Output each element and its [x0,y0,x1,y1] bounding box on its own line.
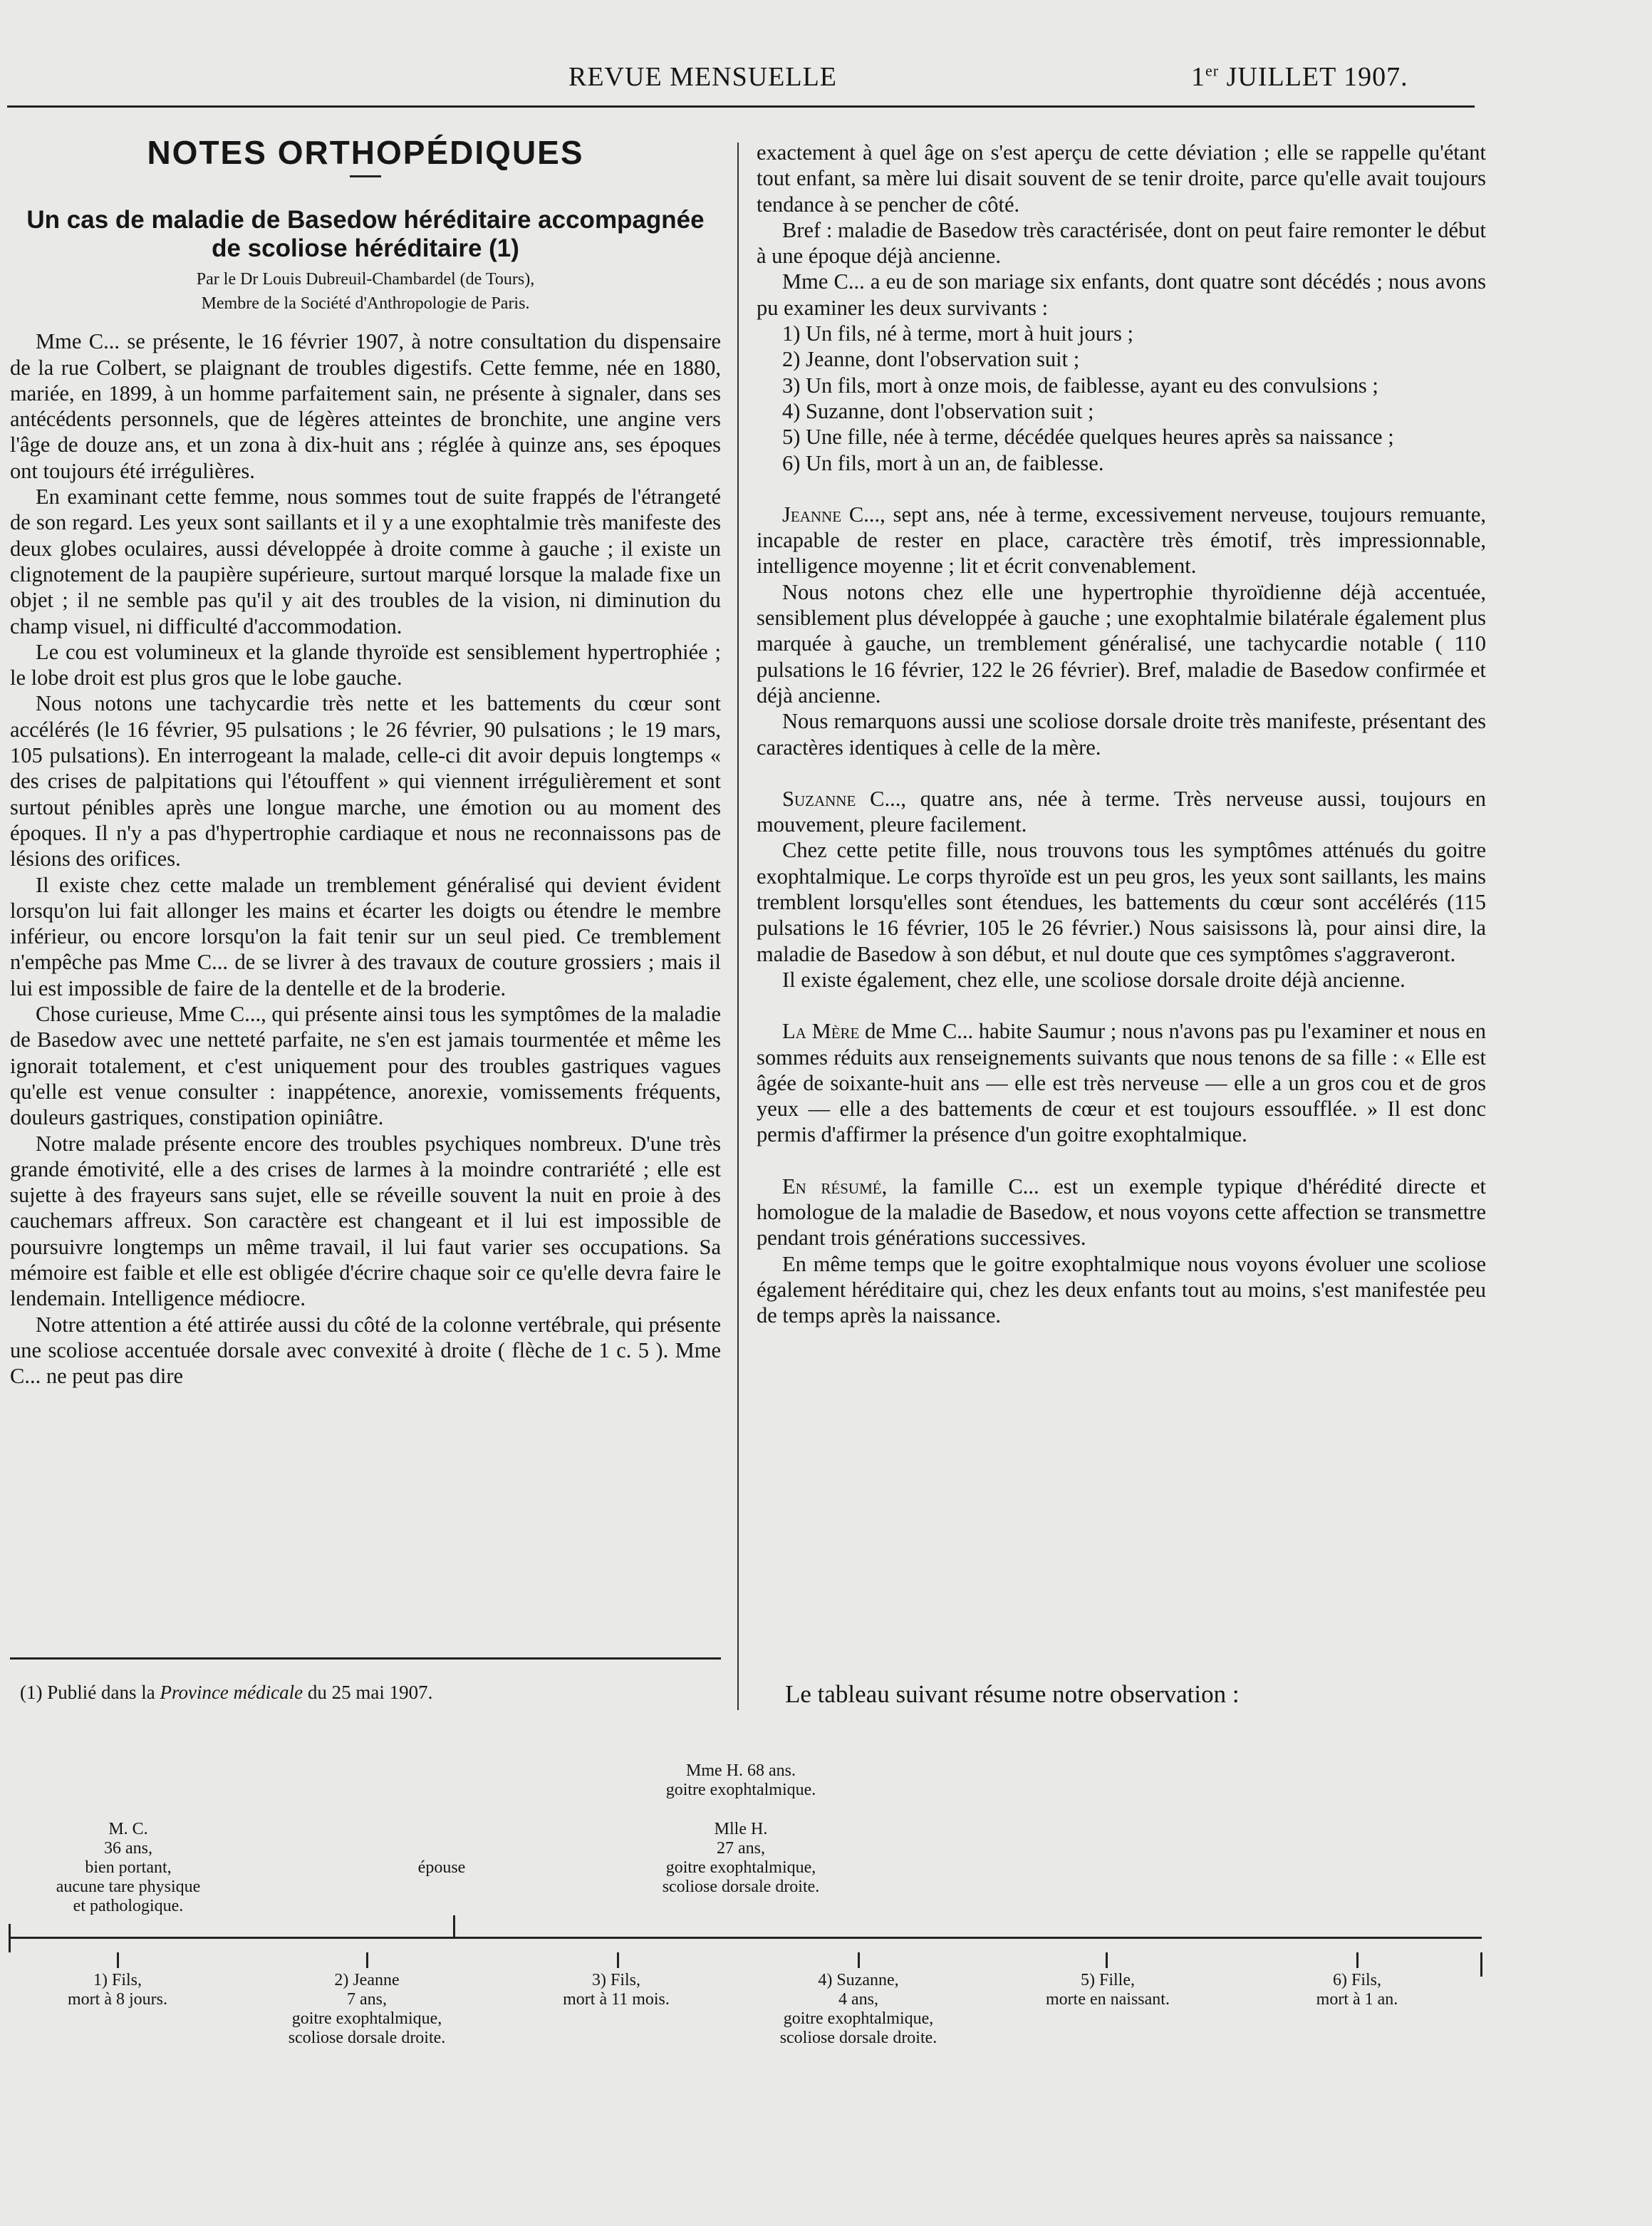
child-5: 5) Fille, morte en naissant. [1046,1971,1170,2009]
footnote: (1) Publié dans la Province médicale du 25 mai 1907. [20,1682,433,1703]
paragraph: Il existe chez cette malade un tremblement généralisé qui devient évident lorsqu'on lui fait allonger les mains et écarter les doigts ou étendre le membre inférieur, ou encore lorsqu'on la fait tenir sur un seul pied. Ce tremblement n'empêche pas Mme C... de se livrer à des travaux de couture grossiers ; mais il lui est impossible de faire de la dentelle et de la broderie. [10,872,721,1000]
tick [858,1952,860,1968]
epouse-label: épouse [417,1858,466,1877]
paragraph: En même temps que le goitre exophtalmique nous voyons évoluer une scoliose également héréditaire qui, chez les deux enfants tout au moins, s'est manifestée peu de temps après la naissance. [757,1251,1486,1328]
tick [366,1952,368,1968]
paragraph-resume: En résumé, la famille C... est un exemple typique d'hérédité directe et homologue de la maladie de Basedow, et nous voyons cette affection se transmettre pendant trois générations successives. [757,1174,1486,1251]
paragraph: Chez cette petite fille, nous trouvons tous les symptômes atténués du goitre exophtalmique. Le corps thyroïde est un peu gros, les yeux sont saillants, les mains tremblent lorsqu'elles sont étendues, les battements du cœur sont accélérés (115 pulsations le 16 février, 105 le 26 février.) Nous saisissons là, pour ainsi dire, la maladie de Basedow à son début, et nul doute que ces symptômes s'aggraveront. [757,838,1486,966]
tick [1480,1952,1482,1977]
paragraph: Mme C... a eu de son mariage six enfants, dont quatre sont décédés ; nous avons pu examiner les deux survivants : [757,269,1486,320]
paragraph: Nous remarquons aussi une scoliose dorsale droite très manifeste, présentant des caractères identiques à celle de la mère. [757,709,1486,760]
paragraph: Notre attention a été attirée aussi du côté de la colonne vertébrale, qui présente une scoliose accentuée dorsale avec convexité à droite ( flèche de 1 c. 5 ). Mme C... ne peut pas dire [10,1312,721,1389]
page-header [0,56,1652,100]
father-entry: M. C. 36 ans, bien portant, aucune tare physique et pathologique. [56,1820,201,1915]
footnote-rule [10,1657,721,1660]
tick [117,1952,119,1968]
paragraph-suzanne: Suzanne C..., quatre ans, née à terme. Très nerveuse aussi, toujours en mouvement, pleure facilement. [757,786,1486,837]
author: Par le Dr Louis Dubreuil-Chambardel (de Tours), [196,270,535,289]
tick [617,1952,619,1968]
list-item: 5) Une fille, née à terme, décédée quelques heures après sa naissance ; [782,425,1394,450]
list-item: 2) Jeanne, dont l'observation suit ; [782,347,1080,372]
tick [1356,1952,1359,1968]
paragraph: En examinant cette femme, nous sommes tout de suite frappés de l'étrangeté de son regard. Les yeux sont saillants et il y a une exophtalmie très manifeste des deux globes oculaires, aussi développée à droite comme à gauche ; il existe un clignotement de la paupière supérieure, surtout marqué lorsque la malade fixe un objet ; il ne semble pas qu'il y ait des troubles de la vision, ni diminution du champ visuel, ni difficulté d'accommodation. [10,485,721,638]
jeanne-name: Jeanne C..., [782,502,885,527]
table-intro: Le tableau suivant résume notre observation : [785,1680,1240,1708]
paragraph: Notre malade présente encore des troubles psychiques nombreux. D'une très grande émotivité, elle a des crises de larmes à la moindre contrariété ; elle est sujette à des frayeurs sans sujet, elle se réveille souvent la nuit en proie à des cauchemars affreux. Son caractère est changeant et il lui est impossible de poursuivre longtemps un même travail, il lui faut varier ses occupations. Sa mémoire est faible et elle est obligée d'écrire chaque soir ce qu'elle devra faire le lendemain. Intelligence médiocre. [10,1131,721,1311]
title-dash [350,175,381,177]
paragraph: Nous notons chez elle une hypertrophie thyroïdienne déjà accentuée, sensiblement plus développée à gauche ; une exophtalmie bilatérale également plus marquée à gauche, un tremblement généralisé, une tachycardie notable ( 110 pulsations le 16 février, 122 le 26 février). Bref, maladie de Basedow confirmée et déjà ancienne. [757,579,1486,708]
child-4: 4) Suzanne, 4 ans, goitre exophtalmique, scoliose dorsale droite. [779,1971,937,2047]
paragraph: Il existe également, chez elle, une scoliose dorsale droite déjà ancienne. [782,967,1406,992]
mother-entry: Mlle H. 27 ans, goitre exophtalmique, scoliose dorsale droite. [662,1820,820,1896]
sibling-line [9,1937,1482,1939]
issue-date: 1er JUILLET 1907. [1191,61,1408,92]
right-column [757,140,1486,1328]
child-3: 3) Fils, mort à 11 mois. [563,1971,670,2009]
left-column [10,134,721,1389]
grandmother-entry: Mme H. 68 ans. goitre exophtalmique. [665,1761,816,1799]
paragraph-jeanne: Jeanne C..., sept ans, née à terme, excessivement nerveuse, toujours remuante, incapable de rester en place, caractère très émotif, très impressionnable, intelligence moyenne ; lit et écrit convenablement. [757,502,1486,579]
affiliation: Membre de la Société d'Anthropologie de Paris. [201,294,530,314]
paragraph: Mme C... se présente, le 16 février 1907, à notre consultation du dispensaire de la rue Colbert, se plaignant de troubles digestifs. Cette femme, née en 1880, mariée, en 1899, à un homme parfaitement sain, ne présente à signaler, dans ses antécédents personnels, que de légères atteintes de bronchite, une angine vers l'âge de douze ans, et un zona à dix-huit ans ; réglée à quinze ans, ses époques ont toujours été irrégulières. [10,329,721,483]
suzanne-name: Suzanne C..., [782,786,906,811]
article-title: Un cas de maladie de Basedow héréditaire accompagnée de scoliose héréditaire (1) [26,206,705,263]
column-divider [737,143,739,1710]
paragraph: exactement à quel âge on s'est aperçu de cette déviation ; elle se rappelle qu'étant tout enfant, sa mère lui disait souvent de se tenir droite, parce qu'elle avait toujours tendance à se pencher de côté. [757,140,1486,217]
child-2: 2) Jeanne 7 ans, goitre exophtalmique, scoliose dorsale droite. [288,1971,446,2047]
list-item: 6) Un fils, mort à un an, de faiblesse. [782,450,1104,475]
paragraph: Bref : maladie de Basedow très caractérisée, dont on peut faire remonter le début à une époque déjà ancienne. [757,217,1486,269]
list-item: 4) Suzanne, dont l'observation suit ; [782,398,1094,423]
tick [9,1924,11,1952]
child-1: 1) Fils, mort à 8 jours. [68,1971,167,2009]
list-item: 3) Un fils, mort à onze mois, de faiblesse, ayant eu des convulsions ; [782,373,1378,398]
parent-link [453,1915,455,1937]
header-rule [7,105,1475,108]
paragraph-mere: La Mère de Mme C... habite Saumur ; nous n'avons pas pu l'examiner et nous en sommes réduits aux renseignements suivants que nous tenons de sa fille : « Elle est âgée de soixante-huit ans — elle est très nerveuse — elle a un gros cou et de gros yeux — elle a des battements de cœur et est toujours essoufflée. » Il est donc permis d'affirmer la présence d'un goitre exophtalmique. [757,1019,1487,1147]
child-6: 6) Fils, mort à 1 an. [1316,1971,1398,2009]
mere-name: La Mère [782,1019,860,1044]
byline [10,267,721,316]
paragraph: Chose curieuse, Mme C..., qui présente ainsi tous les symptômes de la maladie de Basedow avec une netteté parfaite, ne s'en est jamais tourmentée et même les ignorait totalement, et c'est uniquement pour des troubles gastriques vagues qu'elle est venue consulter : inappétence, anorexie, vomissements fréquents, douleurs gastriques, constipation opiniâtre. [10,1002,721,1130]
resume-name: En résumé, [782,1174,888,1199]
paragraph: Le cou est volumineux et la glande thyroïde est sensiblement hypertrophiée ; le lobe droit est plus gros que le lobe gauche. [10,639,721,690]
list-item: 1) Un fils, né à terme, mort à huit jours ; [782,321,1133,346]
tick [1106,1952,1108,1968]
journal-name: REVUE MENSUELLE [568,62,838,92]
section-title: NOTES ORTHOPÉDIQUES [147,134,584,171]
paragraph: Nous notons une tachycardie très nette et les battements du cœur sont accélérés (le 16 février, 95 pulsations ; le 26 février, 90 pulsations ; le 19 mars, 105 pulsations). En interrogeant la malade, celle-ci dit avoir depuis longtemps « des crises de palpitations qui l'étouffent » qui viennent irrégulièrement et sont surtout pénibles après une longue marche, une émotion ou au moment des époques. Il n'y a pas d'hypertrophie cardiaque et nous ne reconnaissons pas de lésions des orifices. [10,691,721,871]
